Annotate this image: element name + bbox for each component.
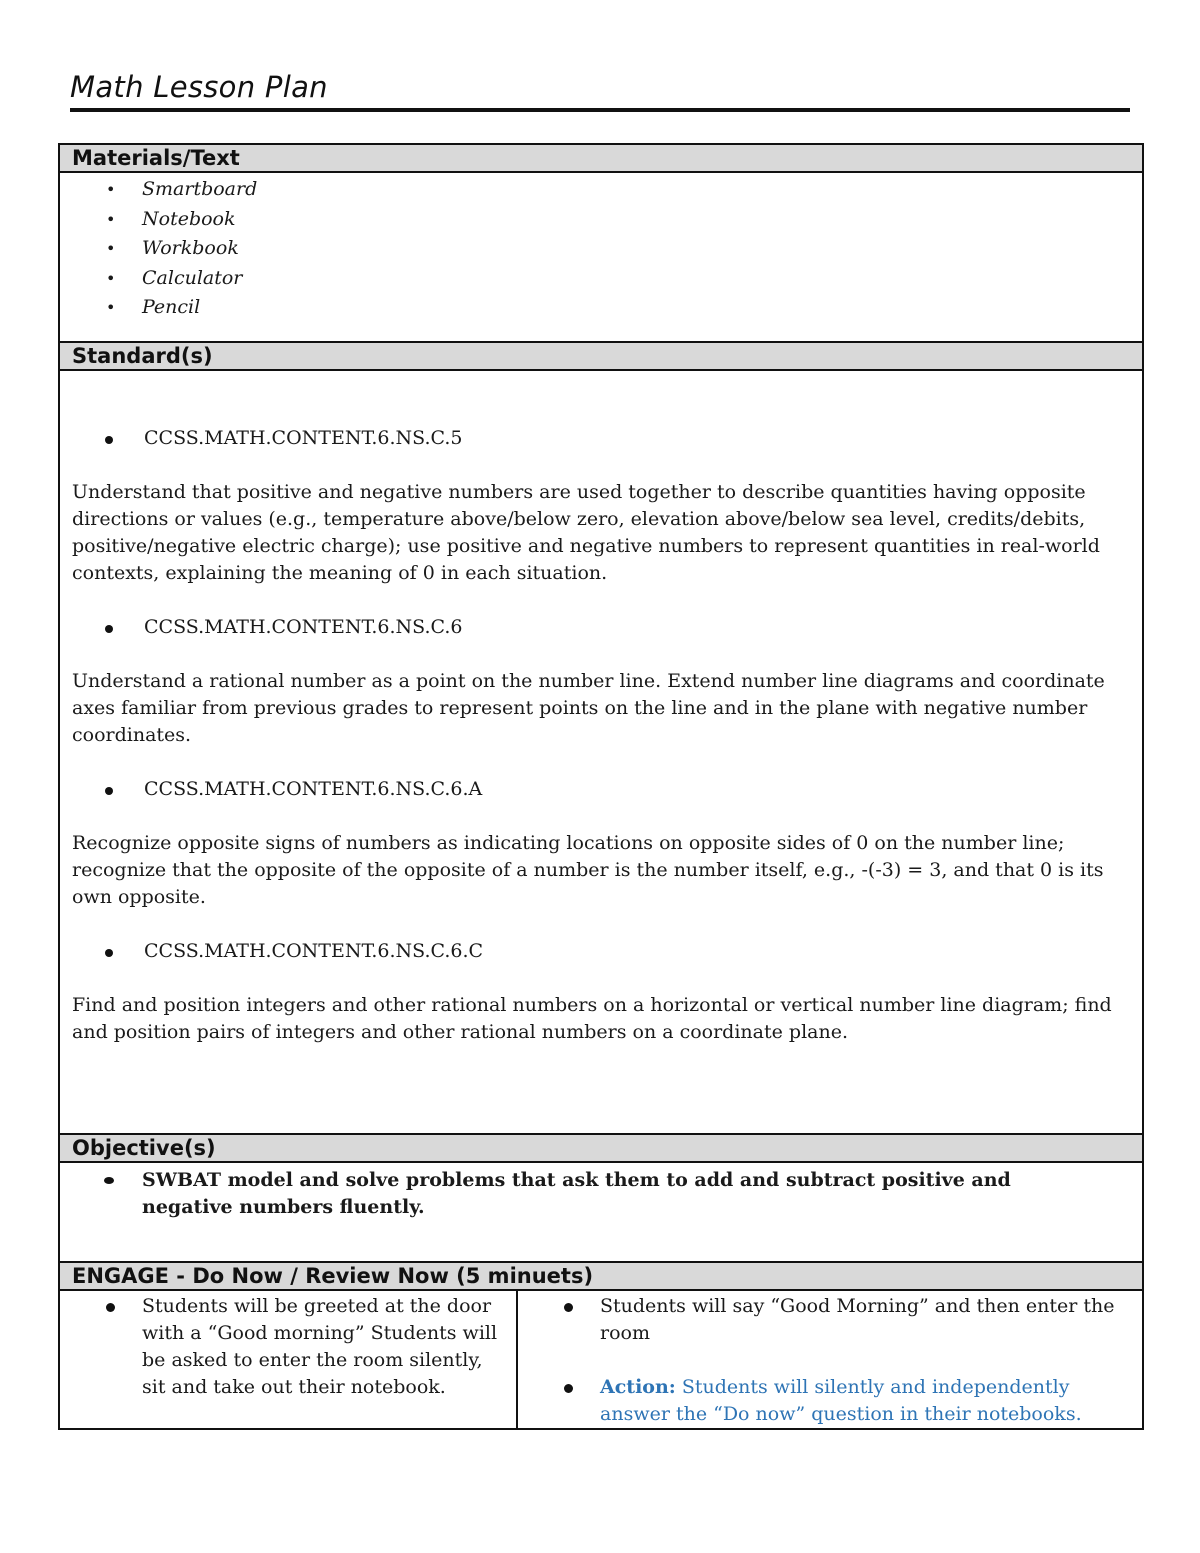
engage-teacher-column bbox=[59, 1290, 517, 1429]
standard-description: Find and position integers and other rational numbers on a horizontal or vertical number line diagram; find and position pairs of integers and other rational numbers on a coordinate plane. bbox=[72, 994, 1112, 1043]
standards-section bbox=[59, 370, 1143, 1134]
bullet-icon: • bbox=[106, 180, 116, 199]
bullet-icon bbox=[105, 625, 113, 633]
engage-student-column bbox=[517, 1290, 1143, 1429]
bullet-icon bbox=[564, 1303, 573, 1312]
standard-code: CCSS.MATH.CONTENT.6.NS.C.6.A bbox=[72, 776, 1130, 803]
list-item: • Workbook bbox=[106, 234, 1142, 264]
bullet-icon bbox=[106, 1303, 115, 1312]
list-item: Students will be greeted at the door with a “Good morning” Students will be asked to enter the room silently, sit and take out their notebook. bbox=[142, 1293, 502, 1401]
bullet-icon bbox=[104, 1177, 114, 1184]
standards-header: Standard(s) bbox=[59, 342, 1143, 370]
standard-code: CCSS.MATH.CONTENT.6.NS.C.6 bbox=[72, 614, 1130, 641]
list-item: • Notebook bbox=[106, 205, 1142, 235]
standard-description: Recognize opposite signs of numbers as indicating locations on opposite sides of 0 on the number line; recognize that the opposite of the opposite of a number is the number itself, e.g., -(-3) = 3, and that 0 is its own opposite. bbox=[72, 832, 1104, 908]
list-item: • Calculator bbox=[106, 264, 1142, 294]
materials-list bbox=[60, 175, 1142, 323]
bullet-icon: • bbox=[106, 298, 116, 317]
bullet-icon bbox=[105, 949, 113, 957]
materials-header: Materials/Text bbox=[59, 144, 1143, 172]
bullet-icon bbox=[105, 787, 113, 795]
standard-description: Understand a rational number as a point on the number line. Extend number line diagrams and coordinate axes familiar from previous grades to represent points on the line and in the plane with negative number coordinates. bbox=[72, 670, 1105, 746]
engage-header: ENGAGE - Do Now / Review Now (5 minuets) bbox=[59, 1262, 1143, 1290]
action-label: Action: bbox=[600, 1376, 676, 1398]
objective-item: SWBAT model and solve problems that ask them to add and subtract positive and negative numbers fluently. bbox=[60, 1167, 1142, 1221]
action-text: Students will silently and independently answer the “Do now” question in their notebooks. bbox=[600, 1376, 1082, 1425]
standard-code: CCSS.MATH.CONTENT.6.NS.C.6.C bbox=[72, 938, 1130, 965]
list-item: • Smartboard bbox=[106, 175, 1142, 205]
list-item: Students will say “Good Morning” and then enter the room bbox=[600, 1293, 1128, 1347]
lesson-plan-table bbox=[58, 143, 1144, 1430]
objectives-section bbox=[59, 1162, 1143, 1262]
objectives-header: Objective(s) bbox=[59, 1134, 1143, 1162]
bullet-icon: • bbox=[106, 239, 116, 258]
page-title: Math Lesson Plan bbox=[70, 70, 328, 104]
bullet-icon: • bbox=[106, 209, 116, 229]
title-rule bbox=[70, 108, 1130, 112]
bullet-icon bbox=[564, 1384, 573, 1393]
list-item: • Pencil bbox=[106, 293, 1142, 323]
standard-code: CCSS.MATH.CONTENT.6.NS.C.5 bbox=[72, 425, 1130, 452]
bullet-icon: • bbox=[106, 268, 116, 288]
standard-description: Understand that positive and negative numbers are used together to describe quantities having opposite directions or values (e.g., temperature above/below zero, elevation above/below sea level, credits/debits, positive/negative electric charge); use positive and negative numbers to represent quantities in real-world contexts, explaining the meaning of 0 in each situation. bbox=[72, 481, 1100, 584]
bullet-icon bbox=[105, 436, 113, 444]
materials-section bbox=[59, 172, 1143, 342]
action-item bbox=[600, 1374, 1128, 1428]
